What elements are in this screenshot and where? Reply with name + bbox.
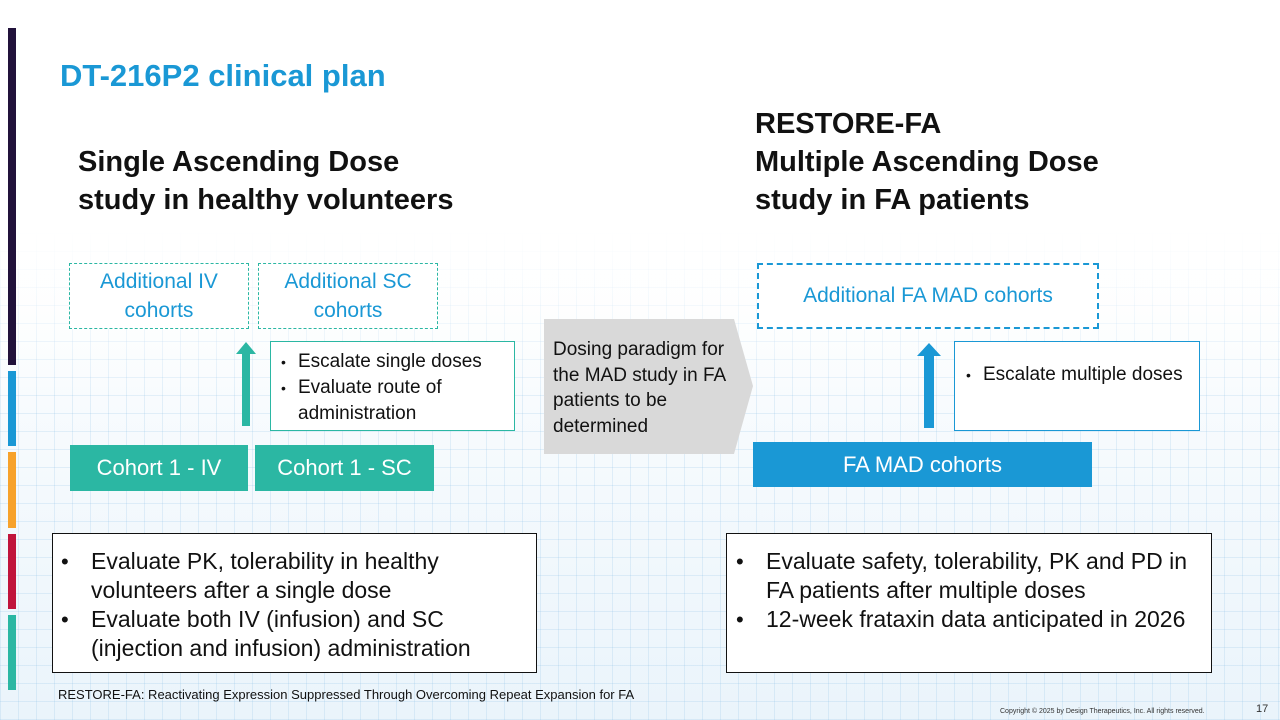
sad-summary-item: • Evaluate both IV (infusion) and SC (injection and infusion) administration bbox=[91, 605, 526, 663]
copyright: Copyright © 2025 by Design Therapeutics, Inc. All rights reserved. bbox=[1000, 708, 1205, 715]
page-number: 17 bbox=[1256, 703, 1269, 715]
up-arrow-icon bbox=[236, 342, 256, 426]
additional-iv-line2: cohorts bbox=[124, 299, 194, 322]
sad-escalation-notes bbox=[270, 341, 515, 431]
cohort-1-iv-box: Cohort 1 - IV bbox=[70, 445, 248, 491]
mad-summary-item: • Evaluate safety, tolerability, PK and PD in FA patients after multiple doses bbox=[766, 547, 1201, 605]
accent-bar-red bbox=[8, 534, 16, 609]
mad-heading bbox=[755, 105, 1099, 219]
footnote: RESTORE-FA: Reactivating Expression Suppressed Through Overcoming Repeat Expansion for FA bbox=[58, 687, 635, 702]
mad-summary-box bbox=[726, 533, 1212, 673]
additional-sc-cohorts-box bbox=[258, 263, 438, 329]
cohort-1-sc-box: Cohort 1 - SC bbox=[255, 445, 434, 491]
sad-summary-box bbox=[52, 533, 537, 673]
mad-note-item: • Escalate multiple doses bbox=[983, 362, 1191, 388]
mad-heading-line1: RESTORE-FA bbox=[755, 108, 942, 140]
additional-iv-cohorts-box bbox=[69, 263, 249, 329]
mad-escalation-notes bbox=[954, 341, 1200, 431]
up-arrow-icon bbox=[917, 343, 941, 428]
sad-heading-line1: Single Ascending Dose bbox=[78, 146, 400, 178]
sad-heading-line2: study in healthy volunteers bbox=[78, 184, 454, 216]
sad-summary-item: • Evaluate PK, tolerability in healthy volunteers after a single dose bbox=[91, 547, 526, 605]
accent-bar-orange bbox=[8, 452, 16, 528]
dosing-paradigm-text: Dosing paradigm for the MAD study in FA patients to be determined bbox=[553, 339, 726, 437]
fa-mad-cohorts-box: FA MAD cohorts bbox=[753, 442, 1092, 487]
additional-iv-line1: Additional IV bbox=[100, 270, 218, 293]
accent-bar-blue bbox=[8, 371, 16, 446]
additional-sc-line1: Additional SC bbox=[284, 270, 412, 293]
mad-summary-item: • 12-week frataxin data anticipated in 2026 bbox=[766, 605, 1201, 634]
accent-bar-teal bbox=[8, 615, 16, 690]
sad-heading bbox=[78, 143, 453, 219]
sad-note-item: • Evaluate route of administration bbox=[298, 375, 506, 427]
sad-note-item: • Escalate single doses bbox=[298, 349, 506, 375]
additional-fa-mad-cohorts-box: Additional FA MAD cohorts bbox=[757, 263, 1099, 329]
page-title: DT-216P2 clinical plan bbox=[60, 58, 386, 93]
additional-sc-line2: cohorts bbox=[313, 299, 383, 322]
accent-bar-navy bbox=[8, 28, 16, 365]
mad-heading-line2: Multiple Ascending Dose bbox=[755, 146, 1099, 178]
mad-heading-line3: study in FA patients bbox=[755, 184, 1030, 216]
